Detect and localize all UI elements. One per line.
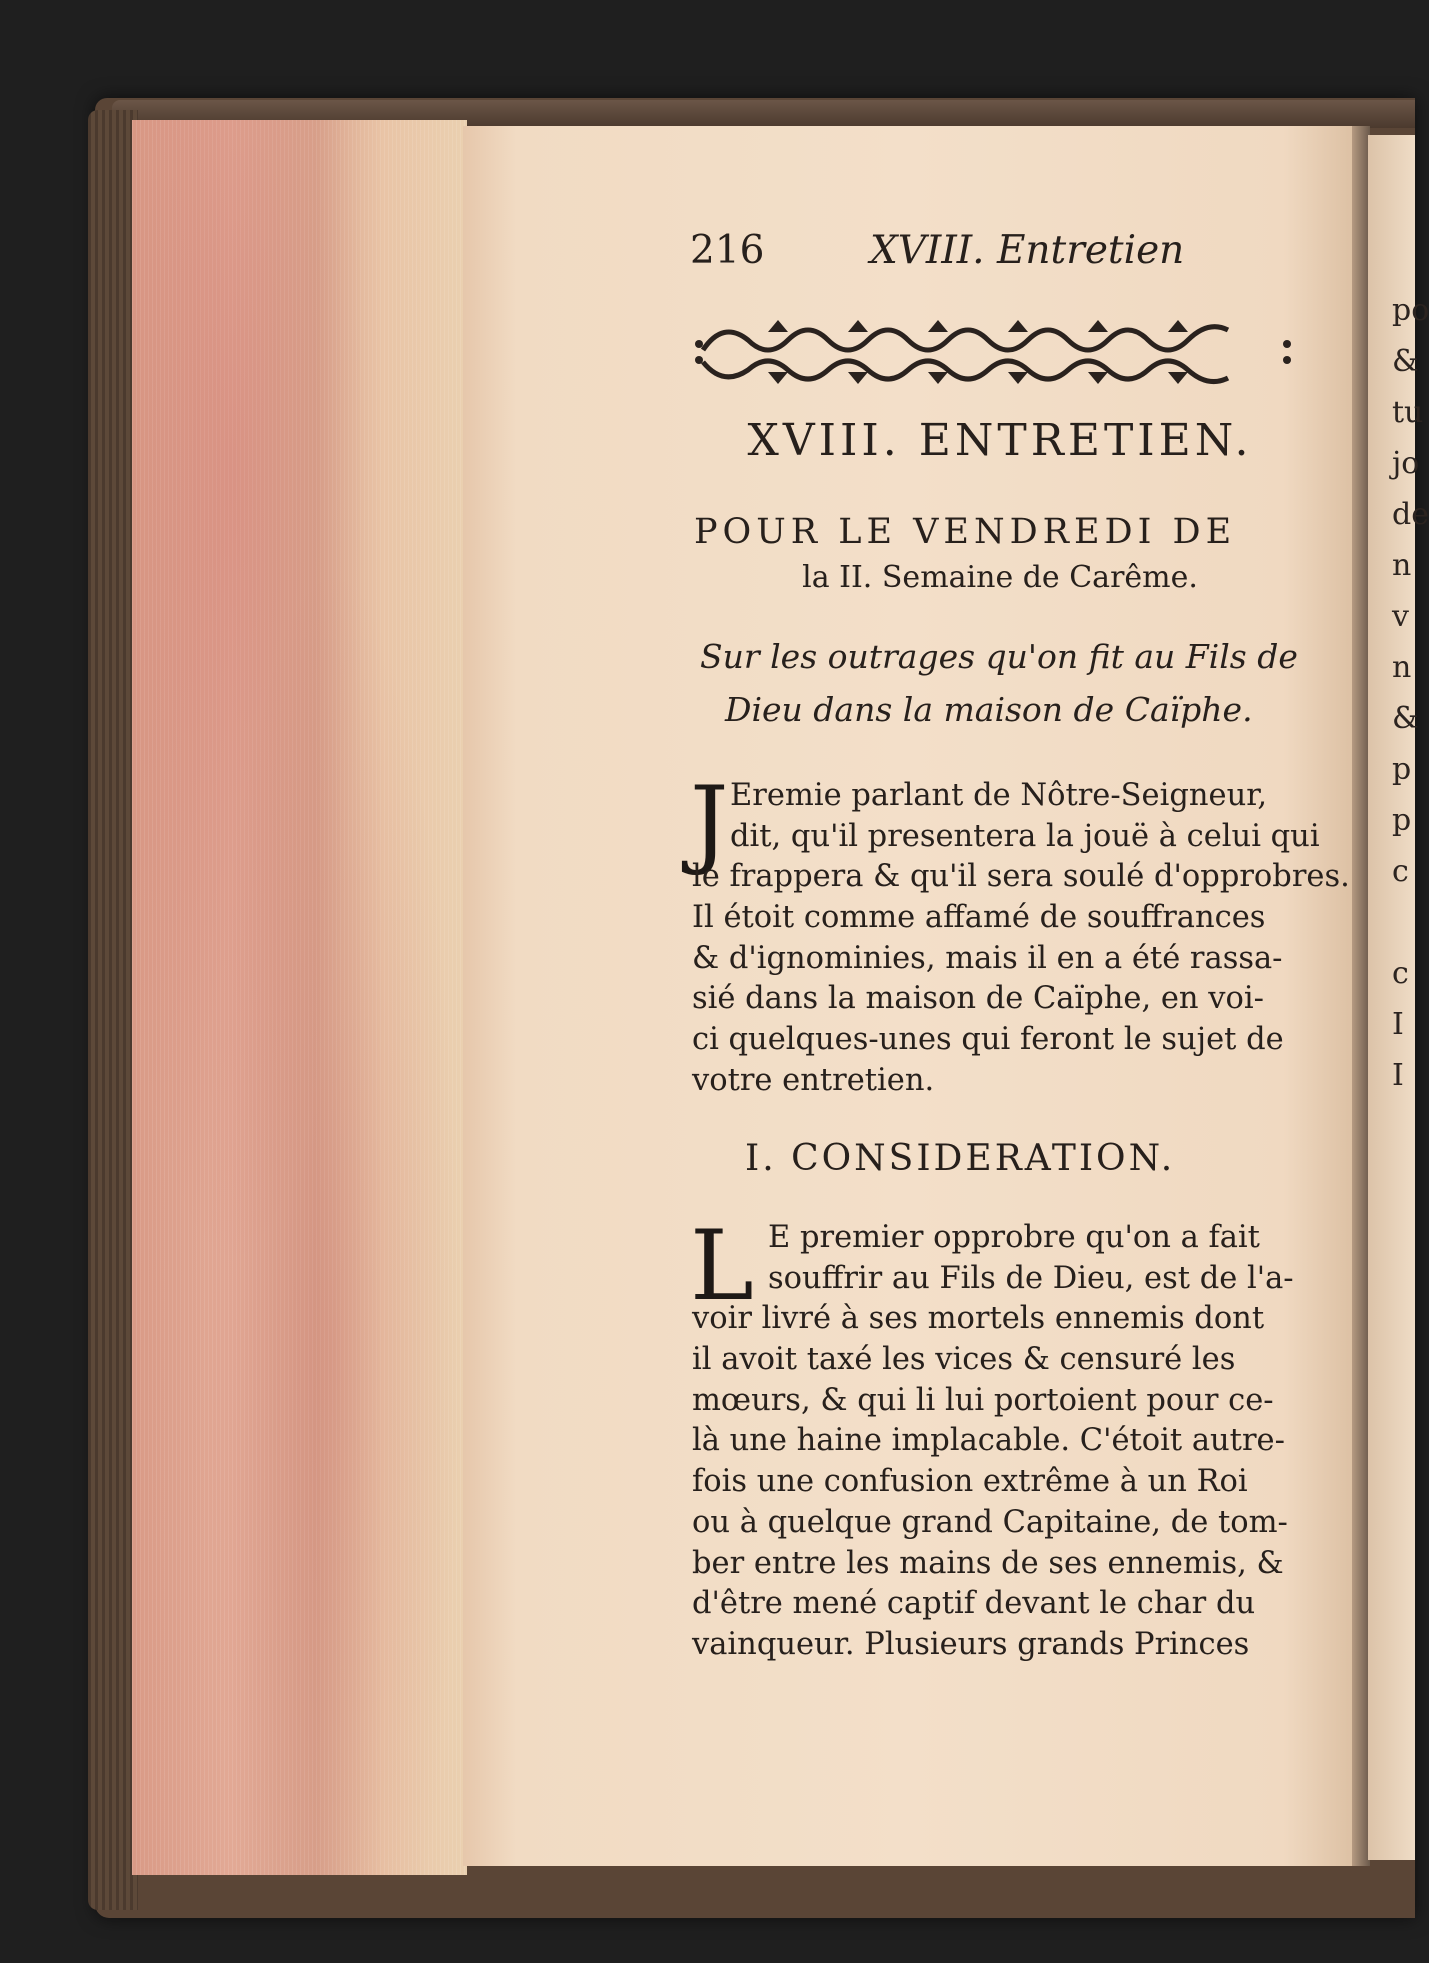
text-line: mœurs, & qui li lui portoient pour ce- — [692, 1382, 1274, 1418]
text-line: le frappera & qu'il sera soulé d'opprobres. — [692, 859, 1350, 895]
text-line: souffrir au Fils de Dieu, est de l'a- — [768, 1260, 1294, 1296]
ornament-band-icon — [693, 312, 1293, 388]
theme-line-2: Dieu dans la maison de Caïphe. — [725, 690, 1253, 729]
facing-page-fragment: & — [1392, 701, 1419, 736]
facing-page-fragment: de — [1392, 497, 1429, 532]
page-number: 216 — [690, 228, 765, 273]
section-heading: I. CONSIDERATION. — [745, 1138, 1176, 1179]
text-line: vainqueur. Plusieurs grands Princes — [692, 1626, 1250, 1662]
section-dropcap: L — [690, 1210, 754, 1322]
facing-page-fragment: & — [1392, 344, 1419, 379]
text-line: d'être mené captif devant le char du — [692, 1586, 1256, 1622]
facing-page-fragment: I — [1392, 1058, 1404, 1093]
facing-page-fragment: po — [1392, 293, 1429, 328]
running-title: XVIII. Entretien — [870, 228, 1185, 273]
text-line: dit, qu'il presentera la jouë à celui qui — [730, 818, 1320, 854]
text-line: votre entretien. — [692, 1062, 935, 1098]
facing-page-fragment: p — [1392, 752, 1412, 787]
facing-page-fragment — [1392, 897, 1415, 948]
facing-page-fragment: c — [1392, 854, 1409, 889]
facing-page-fragment: I — [1392, 1007, 1404, 1042]
theme-line-1: Sur les outrages qu'on fit au Fils de — [700, 637, 1298, 676]
facing-page-fragment: n — [1392, 650, 1412, 685]
chapter-title: XVIII. ENTRETIEN. — [747, 415, 1253, 466]
text-line: ou à quelque grand Capitaine, de tom- — [692, 1504, 1288, 1540]
text-line: là une haine implacable. C'étoit autre- — [692, 1423, 1285, 1459]
text-line: fois une confusion extrême à un Roi — [692, 1464, 1248, 1500]
section-paragraph — [690, 1210, 1294, 1666]
facing-page-fragment: v — [1392, 599, 1409, 634]
text-line: sié dans la maison de Caïphe, en voi- — [692, 981, 1264, 1017]
text-line: ber entre les mains de ses ennemis, & — [692, 1545, 1284, 1581]
page-edges — [132, 120, 467, 1875]
running-head — [690, 228, 1190, 273]
facing-page-fragment: p — [1392, 803, 1412, 838]
facing-page-text — [1392, 285, 1429, 1101]
text-line: Il étoit comme affamé de souffrances — [692, 900, 1266, 936]
book-spine — [88, 110, 138, 1910]
facing-page-fragment: tu — [1392, 395, 1424, 430]
text-line: E premier opprobre qu'on a fait — [768, 1220, 1260, 1255]
text-line: ci quelques-unes qui feront le sujet de — [692, 1022, 1284, 1058]
text-line: Eremie parlant de Nôtre-Seigneur, — [730, 778, 1268, 813]
facing-page-fragment: c — [1392, 956, 1409, 991]
intro-paragraph — [690, 766, 1350, 1102]
text-line: voir livré à ses mortels ennemis dont — [692, 1301, 1265, 1337]
text-line: & d'ignominies, mais il en a été rassa- — [692, 940, 1283, 976]
facing-page-fragment: jo — [1392, 446, 1420, 481]
subtitle-line-1: POUR LE VENDREDI DE — [694, 512, 1237, 552]
subtitle-line-2: la II. Semaine de Carême. — [802, 560, 1198, 595]
facing-page-fragment: n — [1392, 548, 1412, 583]
intro-dropcap: J — [690, 766, 729, 878]
text-line: il avoit taxé les vices & censuré les — [692, 1342, 1236, 1378]
